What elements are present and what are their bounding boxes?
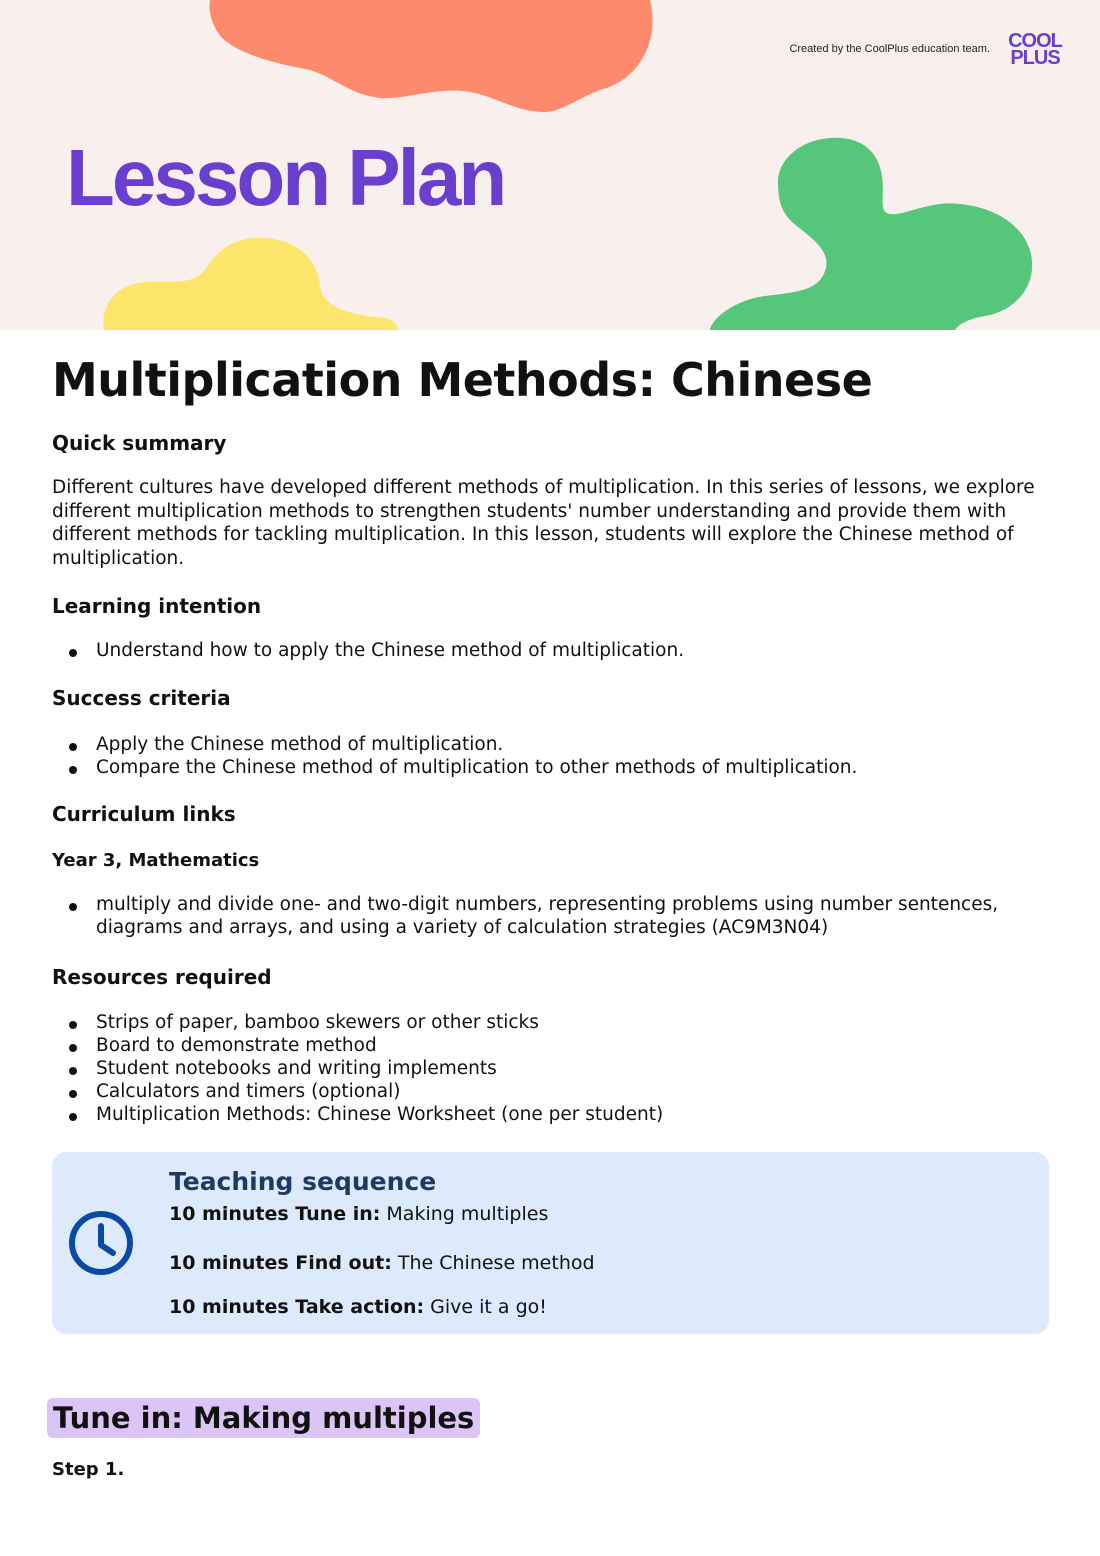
step-label: Step 1. <box>52 1459 125 1480</box>
list-item: Compare the Chinese method of multiplication to other methods of multiplication. <box>52 756 1042 779</box>
logo-line-2: PLUS <box>1010 47 1060 69</box>
list-item: Board to demonstrate method <box>52 1034 1042 1057</box>
sequence-step-label: 10 minutes Tune in: <box>169 1203 381 1225</box>
created-by-text: Created by the CoolPlus education team. <box>789 43 990 55</box>
list-item: Calculators and timers (optional) <box>52 1080 1042 1103</box>
learning-intention-list <box>52 639 1042 662</box>
success-criteria-list <box>52 733 1042 779</box>
teaching-sequence-box <box>52 1152 1049 1334</box>
sequence-step-text: The Chinese method <box>391 1252 595 1274</box>
clock-icon <box>67 1209 135 1277</box>
sequence-step-tune-in <box>169 1202 548 1226</box>
green-blob <box>710 138 1032 330</box>
banner-title: Lesson Plan <box>66 133 505 222</box>
success-criteria-heading: Success criteria <box>52 686 231 710</box>
teaching-sequence-heading: Teaching sequence <box>169 1167 437 1196</box>
list-item: Understand how to apply the Chinese method of multiplication. <box>52 639 1042 662</box>
coolplus-logo[interactable] <box>1002 30 1068 73</box>
sequence-step-take-action <box>169 1295 547 1319</box>
list-item: Apply the Chinese method of multiplication. <box>52 733 1042 756</box>
resources-list <box>52 1011 1042 1126</box>
sequence-step-text: Making multiples <box>380 1203 549 1225</box>
quick-summary-heading: Quick summary <box>52 431 227 455</box>
list-item: multiply and divide one- and two-digit numbers, representing problems using number sentences, diagrams and arrays, and using a variety of calculation strategies (AC9M3N04) <box>52 893 1032 939</box>
list-item: Student notebooks and writing implements <box>52 1057 1042 1080</box>
yellow-blob <box>103 238 398 330</box>
page-title: Multiplication Methods: Chinese <box>52 353 873 407</box>
tune-in-heading: Tune in: Making multiples <box>47 1398 480 1438</box>
logo-line-1: COOL <box>1008 30 1062 52</box>
curriculum-links-heading: Curriculum links <box>52 802 236 826</box>
learning-intention-heading: Learning intention <box>52 594 262 618</box>
curriculum-subheading: Year 3, Mathematics <box>52 850 260 871</box>
header-banner <box>0 0 1100 330</box>
sequence-step-label: 10 minutes Find out: <box>169 1252 392 1274</box>
orange-blob <box>210 0 653 112</box>
sequence-step-text: Give it a go! <box>424 1296 547 1318</box>
quick-summary-text: Different cultures have developed different methods of multiplication. In this series of lessons, we explore different multiplication methods to strengthen students' number understanding and provide them with different methods for tackling multiplication. In this lesson, students will explore the Chinese method of multiplication. <box>52 477 1035 569</box>
list-item: Strips of paper, bamboo skewers or other sticks <box>52 1011 1042 1034</box>
list-item: Multiplication Methods: Chinese Worksheet (one per student) <box>52 1103 1042 1126</box>
curriculum-list <box>52 893 1032 939</box>
sequence-step-label: 10 minutes Take action: <box>169 1296 425 1318</box>
resources-heading: Resources required <box>52 965 272 989</box>
sequence-step-find-out <box>169 1251 595 1275</box>
